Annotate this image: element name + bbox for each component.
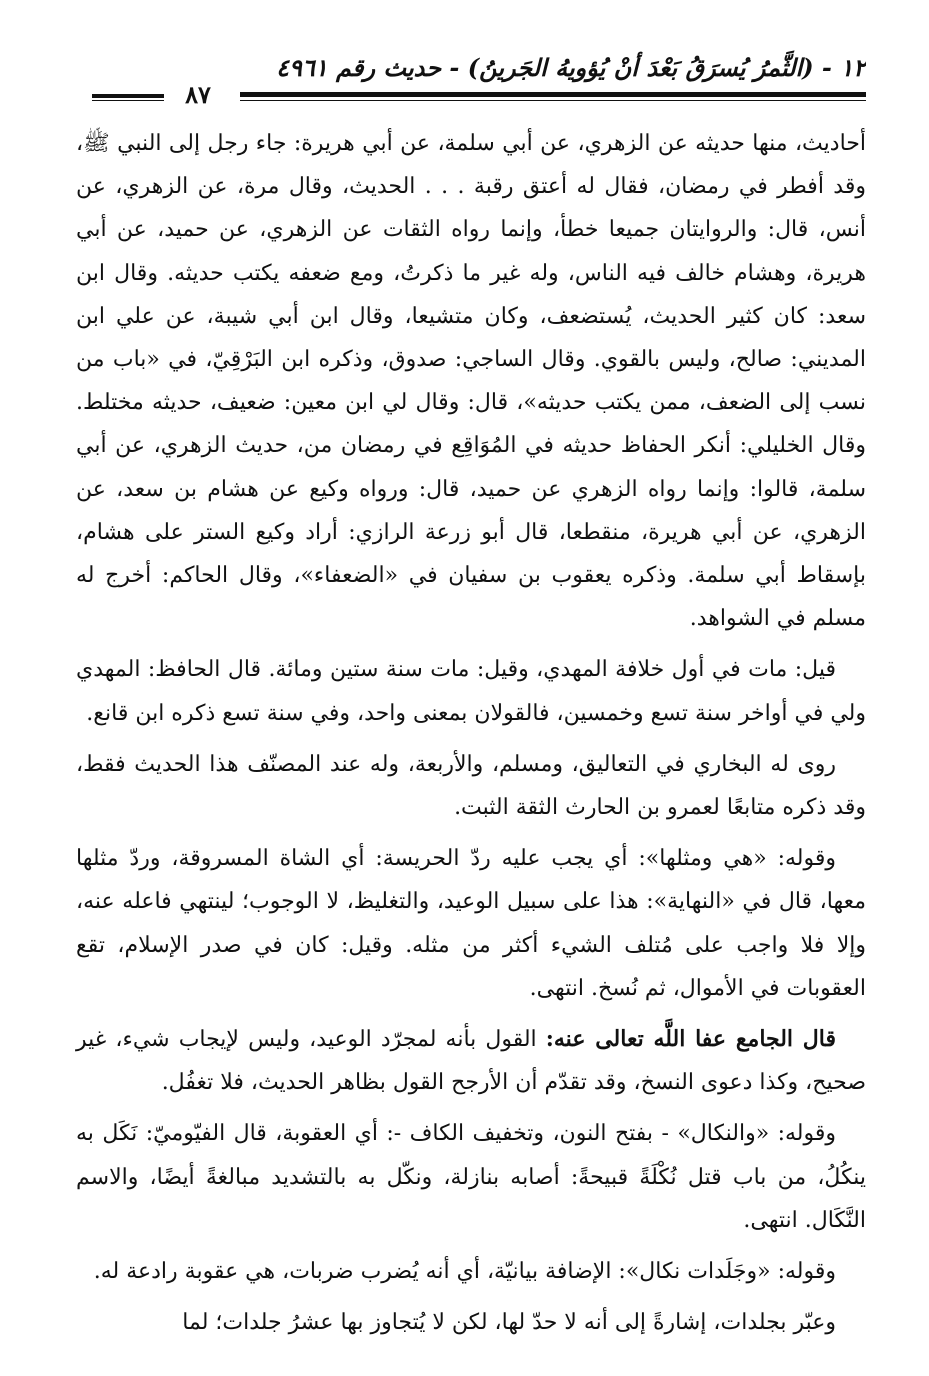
running-header-title: ١٢ - (الثَّمرُ يُسرَقُ بَعْدَ أنْ يُؤويهُ الجَرينُ) - حديث رقم ٤٩٦١ <box>276 53 866 82</box>
paragraph-narrator-bio: أحاديث، منها حديثه عن الزهري، عن أبي سلمة، عن أبي هريرة: جاء رجل إلى النبي ﷺ، وقد أفطر في رمضان، فقال له أعتق رقبة . . . الحديث، وقال مرة، عن الزهري، عن أنس، قال: والروايتان جميعا خطأ، وإنما رواه الثقات عن الزهري، عن حميد، عن أبي هريرة، وهشام خالف فيه الناس، وله غير ما ذكرتُ، ومع ضعفه يكتب حديثه. وقال ابن سعد: كان كثير الحديث، يُستضعف، وكان متشيعا، وقال ابن أبي شيبة، عن علي ابن المديني: صالح، وليس بالقوي. وقال الساجي: صدوق، وذكره ابن البَرْقِيّ، في «باب من نسب إلى الضعف، ممن يكتب حديثه»، قال: وقال لي ابن معين: ضعيف، حديثه مختلط. وقال الخليلي: أنكر الحفاظ حديثه في المُوَاقِع في رمضان من، حديث الزهري، عن أبي سلمة، قالوا: وإنما رواه الزهري عن حميد، قال: ورواه وكيع عن هشام بن سعد، عن الزهري، عن أبي هريرة، منقطعا، قال أبو زرعة الرازي: أراد وكيع الستر على هشام، بإسقاط أبي سلمة. وذكره يعقوب بن سفيان في «الضعفاء»، وقال الحاكم: أخرج له مسلم في الشواهد. <box>76 131 866 632</box>
header-rule-thin <box>240 100 866 101</box>
compiler-note-label: قال الجامع عفا اللَّه تعالى عنه: <box>545 1026 837 1053</box>
paragraph-narrated-by: روى له البخاري في التعاليق، ومسلم، والأربعة، وله عند المصنّف هذا الحديث فقط، وقد ذكره متابعًا لعمرو بن الحارث الثقة الثبت. <box>76 751 866 821</box>
paragraph-compiler-note <box>76 1018 866 1104</box>
paragraph-nakal: وقوله: «والنكال» - بفتح النون، وتخفيف الكاف -: أي العقوبة، قال الفيّوميّ: نَكَل به ينكُلُ، من باب قتل نُكْلَةً قبيحةً: أصابه بنازلة، ونكّل به بالتشديد مبالغةً أيضًا، والاسم النَّكَال. انتهى. <box>76 1121 866 1233</box>
paragraph-hiya-wa-mithluha: وقوله: «هي ومثلها»: أي يجب عليه ردّ الحريسة: أي الشاة المسروقة، وردّ مثلها معها، قال في «النهاية»: هذا على سبيل الوعيد، والتغليظ، لا الوجوب؛ لينتهي فاعله عنه، وإلا فلا واجب على مُتلف الشيء أكثر من مثله. وقيل: كان في صدر الإسلام، تقع العقوبات في الأموال، ثم نُسخ. انتهى. <box>76 846 866 1001</box>
page-number: ٨٧ <box>185 80 211 109</box>
header-rule-left-thick <box>92 94 164 98</box>
main-text <box>76 122 866 1352</box>
paragraph-continuation: وعبّر بجلدات، إشارةً إلى أنه لا حدّ لها، لكن لا يُتجاوز بها عشرُ جلدات؛ لما <box>182 1310 836 1336</box>
paragraph-jaladat: وقوله: «وجَلَدات نكال»: الإضافة بيانيّة، أي أنه يُضرب ضربات، هي عقوبة رادعة له. <box>93 1259 836 1285</box>
paragraph-death-date: قيل: مات في أول خلافة المهدي، وقيل: مات سنة ستين ومائة. قال الحافظ: المهدي ولي في أواخر سنة تسع وخمسين، فالقولان بمعنى واحد، وفي سنة تسع ذكره ابن قانع. <box>76 657 866 726</box>
header-rule-thick <box>240 92 866 97</box>
compiler-note-text: القول بأنه لمجرّد الوعيد، وليس لإيجاب شيء، غير صحيح، وكذا دعوى النسخ، وقد تقدّم أن الأرجح القول بظاهر الحديث، فلا تغفُل. <box>76 1027 866 1096</box>
header-rule-left-thin <box>92 100 164 101</box>
